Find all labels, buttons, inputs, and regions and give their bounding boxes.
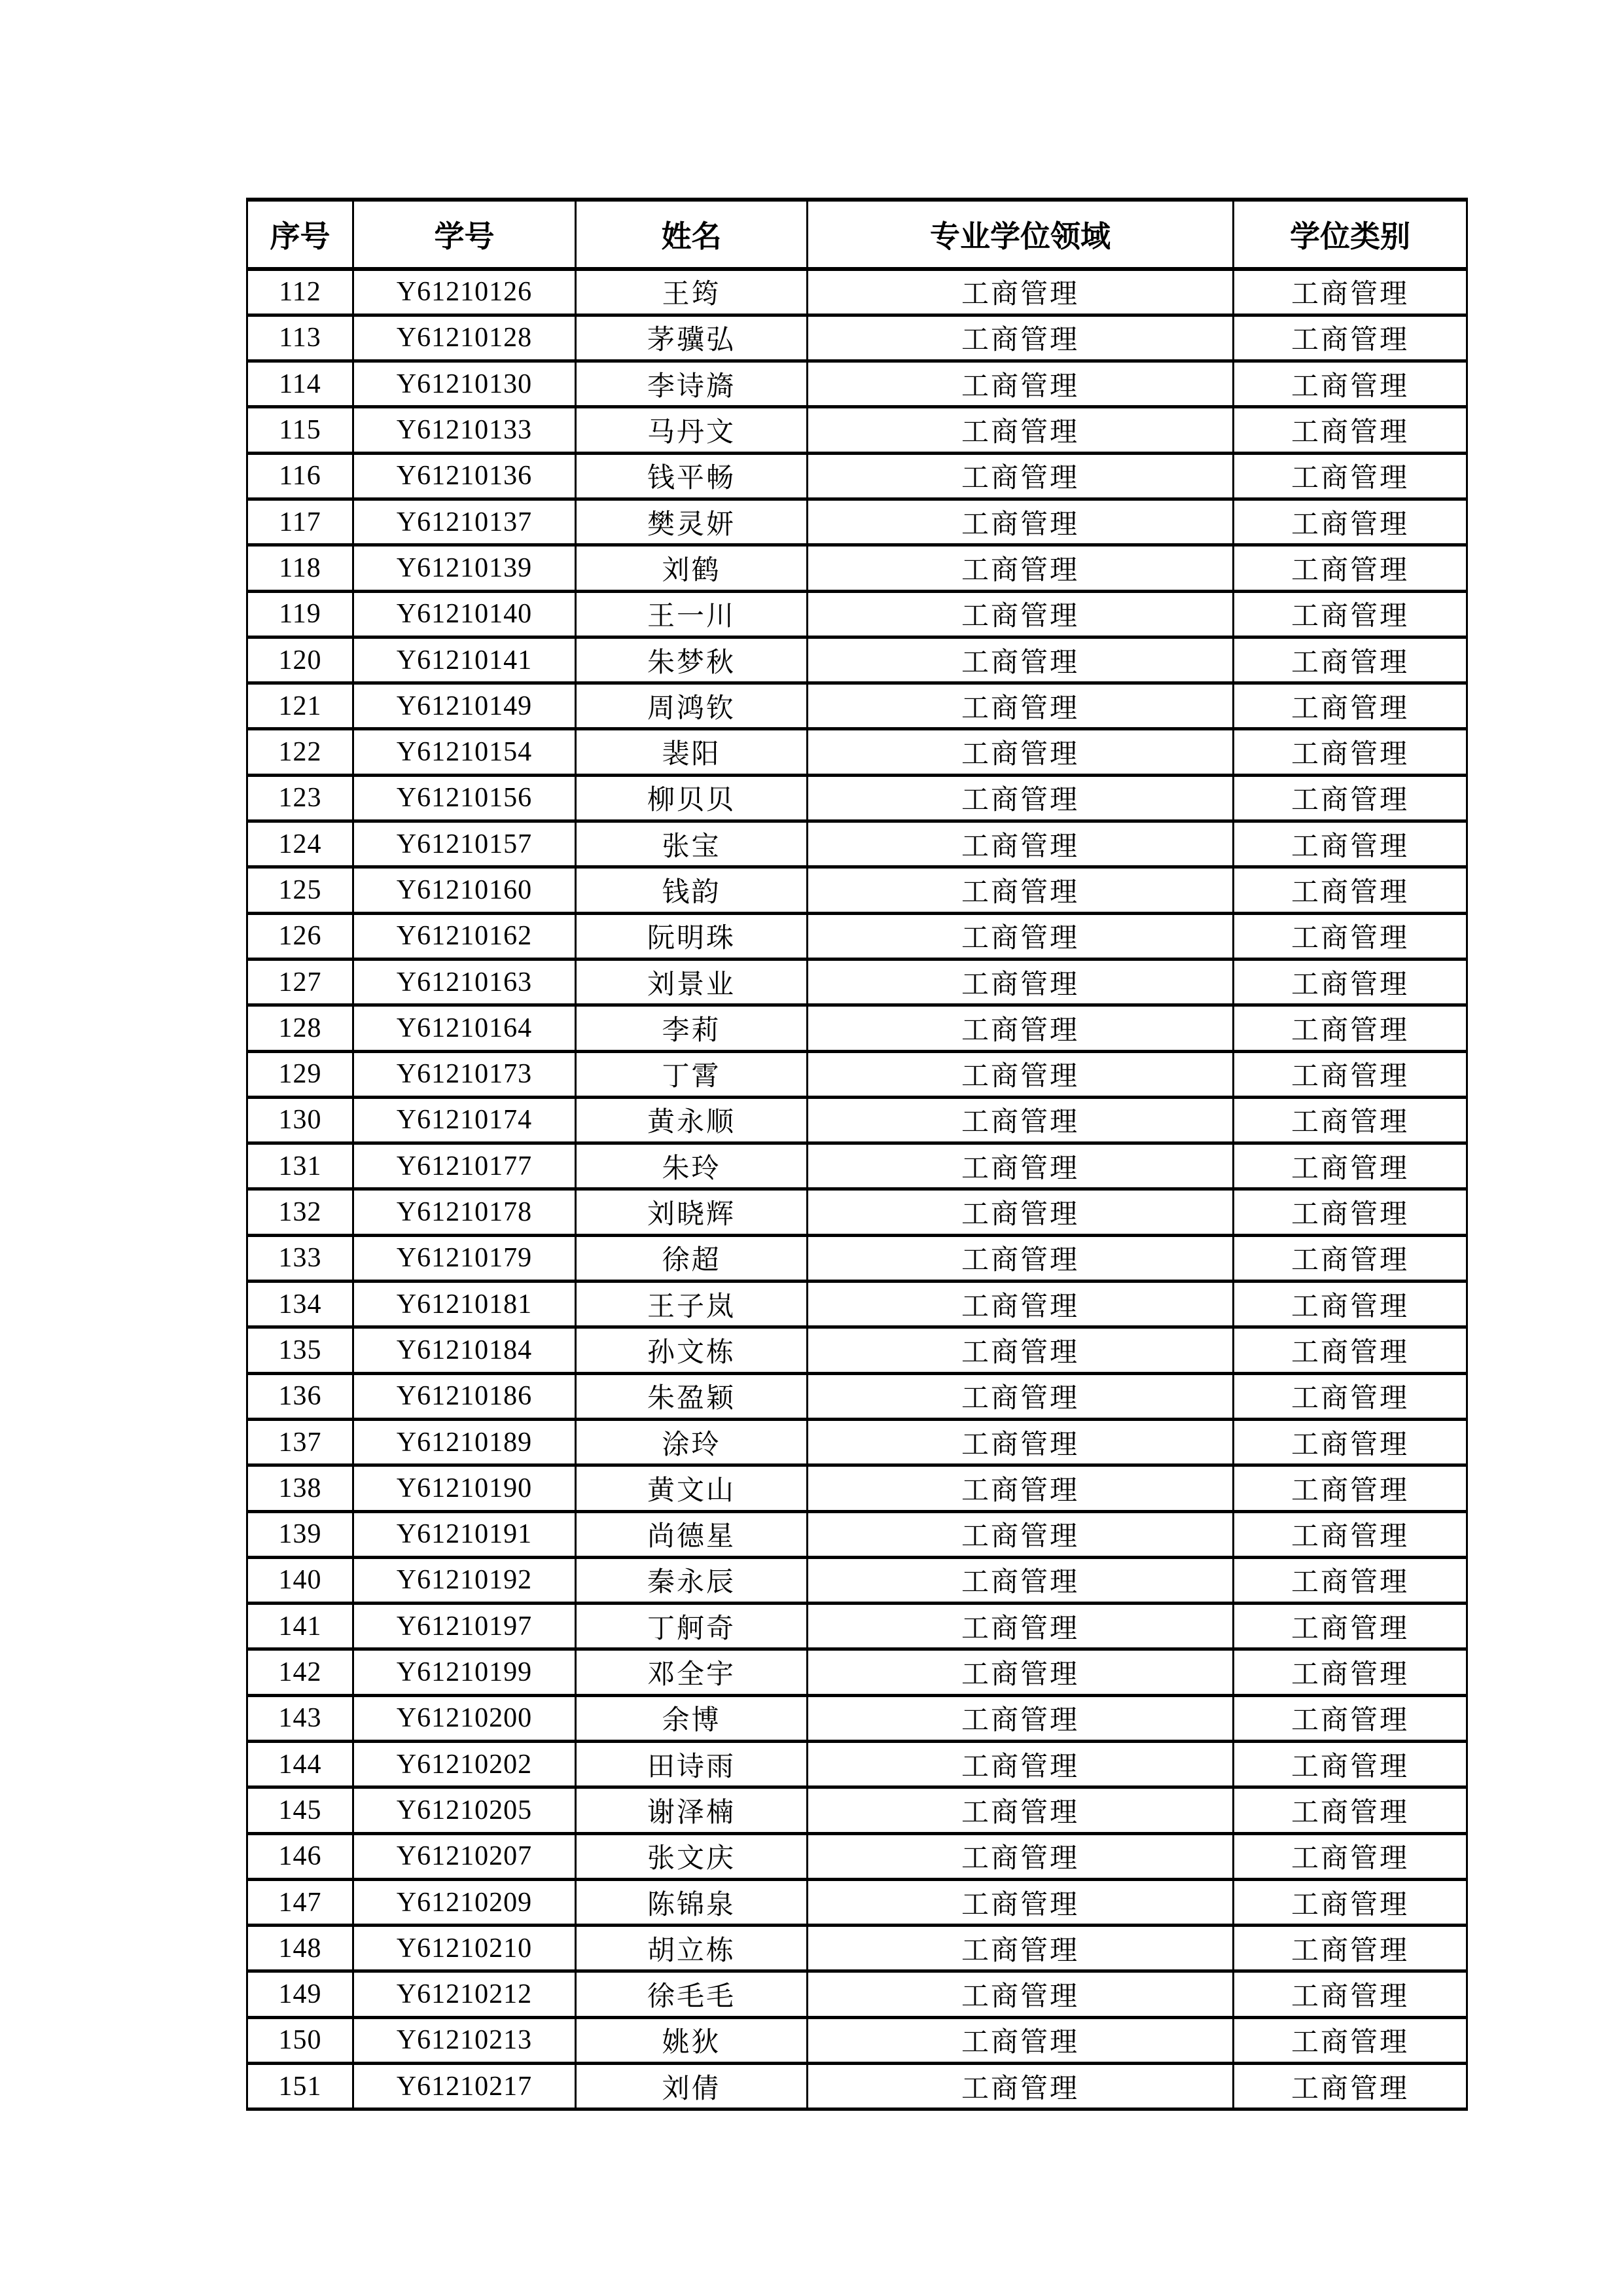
header-degree-category: 学位类别: [1234, 200, 1467, 269]
cell-serial-number: 150: [247, 2017, 353, 2063]
student-roster-table: [246, 198, 1468, 2111]
table-row: [247, 1557, 1467, 1603]
cell-name: 李诗旖: [576, 361, 808, 407]
table-row: [247, 1511, 1467, 1557]
cell-degree-category: 工商管理: [1234, 1097, 1467, 1143]
table-row: [247, 1373, 1467, 1419]
cell-degree-field: 工商管理: [808, 729, 1234, 775]
cell-student-id: Y61210157: [353, 821, 576, 867]
cell-student-id: Y61210177: [353, 1143, 576, 1189]
cell-serial-number: 134: [247, 1282, 353, 1327]
table-row: [247, 775, 1467, 821]
cell-student-id: Y61210163: [353, 959, 576, 1005]
cell-name: 裴阳: [576, 729, 808, 775]
cell-serial-number: 123: [247, 775, 353, 821]
cell-degree-category: 工商管理: [1234, 315, 1467, 361]
cell-degree-field: 工商管理: [808, 1373, 1234, 1419]
cell-serial-number: 138: [247, 1465, 353, 1511]
cell-serial-number: 126: [247, 913, 353, 959]
cell-degree-category: 工商管理: [1234, 499, 1467, 545]
cell-degree-category: 工商管理: [1234, 407, 1467, 453]
cell-serial-number: 145: [247, 1787, 353, 1833]
table-row: [247, 269, 1467, 315]
cell-serial-number: 135: [247, 1327, 353, 1373]
cell-degree-category: 工商管理: [1234, 1419, 1467, 1465]
cell-name: 王子岚: [576, 1282, 808, 1327]
cell-serial-number: 141: [247, 1604, 353, 1649]
cell-student-id: Y61210126: [353, 269, 576, 315]
cell-degree-category: 工商管理: [1234, 821, 1467, 867]
cell-name: 姚狄: [576, 2017, 808, 2063]
cell-student-id: Y61210164: [353, 1005, 576, 1051]
cell-name: 秦永辰: [576, 1557, 808, 1603]
cell-degree-category: 工商管理: [1234, 1189, 1467, 1235]
cell-degree-field: 工商管理: [808, 591, 1234, 637]
cell-degree-field: 工商管理: [808, 821, 1234, 867]
table-row: [247, 1282, 1467, 1327]
cell-serial-number: 117: [247, 499, 353, 545]
table-row: [247, 407, 1467, 453]
cell-degree-category: 工商管理: [1234, 2064, 1467, 2109]
table-row: [247, 361, 1467, 407]
cell-serial-number: 151: [247, 2064, 353, 2109]
cell-serial-number: 136: [247, 1373, 353, 1419]
cell-serial-number: 128: [247, 1005, 353, 1051]
cell-degree-category: 工商管理: [1234, 1327, 1467, 1373]
cell-name: 陈锦泉: [576, 1879, 808, 1925]
cell-degree-category: 工商管理: [1234, 1005, 1467, 1051]
cell-student-id: Y61210156: [353, 775, 576, 821]
cell-degree-field: 工商管理: [808, 1557, 1234, 1603]
cell-student-id: Y61210199: [353, 1649, 576, 1695]
cell-degree-field: 工商管理: [808, 1419, 1234, 1465]
cell-degree-field: 工商管理: [808, 269, 1234, 315]
cell-student-id: Y61210141: [353, 637, 576, 683]
cell-student-id: Y61210197: [353, 1604, 576, 1649]
cell-serial-number: 125: [247, 867, 353, 913]
cell-degree-field: 工商管理: [808, 2017, 1234, 2063]
cell-serial-number: 114: [247, 361, 353, 407]
cell-name: 樊灵妍: [576, 499, 808, 545]
cell-student-id: Y61210213: [353, 2017, 576, 2063]
cell-degree-field: 工商管理: [808, 453, 1234, 499]
cell-student-id: Y61210174: [353, 1097, 576, 1143]
cell-student-id: Y61210128: [353, 315, 576, 361]
cell-degree-category: 工商管理: [1234, 1511, 1467, 1557]
cell-name: 田诗雨: [576, 1742, 808, 1787]
cell-degree-field: 工商管理: [808, 499, 1234, 545]
cell-degree-category: 工商管理: [1234, 1235, 1467, 1281]
cell-serial-number: 122: [247, 729, 353, 775]
cell-degree-field: 工商管理: [808, 1465, 1234, 1511]
table-row: [247, 821, 1467, 867]
cell-name: 刘倩: [576, 2064, 808, 2109]
cell-degree-category: 工商管理: [1234, 959, 1467, 1005]
cell-serial-number: 139: [247, 1511, 353, 1557]
cell-student-id: Y61210133: [353, 407, 576, 453]
cell-name: 王一川: [576, 591, 808, 637]
table-row: [247, 315, 1467, 361]
cell-student-id: Y61210217: [353, 2064, 576, 2109]
cell-degree-category: 工商管理: [1234, 867, 1467, 913]
cell-student-id: Y61210149: [353, 683, 576, 729]
cell-degree-category: 工商管理: [1234, 729, 1467, 775]
cell-degree-category: 工商管理: [1234, 591, 1467, 637]
cell-degree-category: 工商管理: [1234, 683, 1467, 729]
cell-degree-field: 工商管理: [808, 1649, 1234, 1695]
cell-degree-category: 工商管理: [1234, 2017, 1467, 2063]
cell-student-id: Y61210160: [353, 867, 576, 913]
cell-serial-number: 133: [247, 1235, 353, 1281]
cell-student-id: Y61210136: [353, 453, 576, 499]
table-row: [247, 591, 1467, 637]
cell-serial-number: 148: [247, 1926, 353, 1971]
cell-degree-field: 工商管理: [808, 867, 1234, 913]
cell-student-id: Y61210200: [353, 1695, 576, 1741]
cell-degree-field: 工商管理: [808, 361, 1234, 407]
table-row: [247, 2064, 1467, 2109]
cell-degree-field: 工商管理: [808, 1005, 1234, 1051]
cell-student-id: Y61210130: [353, 361, 576, 407]
cell-student-id: Y61210139: [353, 545, 576, 591]
cell-degree-category: 工商管理: [1234, 545, 1467, 591]
cell-serial-number: 146: [247, 1833, 353, 1879]
cell-degree-category: 工商管理: [1234, 1926, 1467, 1971]
cell-name: 刘鹤: [576, 545, 808, 591]
cell-name: 丁霄: [576, 1051, 808, 1097]
cell-student-id: Y61210210: [353, 1926, 576, 1971]
cell-degree-field: 工商管理: [808, 1971, 1234, 2017]
table-row: [247, 2017, 1467, 2063]
cell-student-id: Y61210189: [353, 1419, 576, 1465]
cell-name: 丁舸奇: [576, 1604, 808, 1649]
table-row: [247, 1051, 1467, 1097]
cell-serial-number: 149: [247, 1971, 353, 2017]
table-row: [247, 1097, 1467, 1143]
table-row: [247, 1787, 1467, 1833]
cell-name: 钱平畅: [576, 453, 808, 499]
table-row: [247, 1926, 1467, 1971]
cell-degree-category: 工商管理: [1234, 1695, 1467, 1741]
cell-serial-number: 131: [247, 1143, 353, 1189]
table-row: [247, 1879, 1467, 1925]
table-row: [247, 1649, 1467, 1695]
cell-degree-field: 工商管理: [808, 683, 1234, 729]
cell-degree-category: 工商管理: [1234, 1373, 1467, 1419]
cell-name: 黄永顺: [576, 1097, 808, 1143]
cell-degree-field: 工商管理: [808, 1051, 1234, 1097]
cell-degree-field: 工商管理: [808, 545, 1234, 591]
header-degree-field: 专业学位领域: [808, 200, 1234, 269]
cell-degree-field: 工商管理: [808, 1511, 1234, 1557]
cell-student-id: Y61210137: [353, 499, 576, 545]
cell-student-id: Y61210191: [353, 1511, 576, 1557]
cell-serial-number: 142: [247, 1649, 353, 1695]
header-name: 姓名: [576, 200, 808, 269]
cell-student-id: Y61210205: [353, 1787, 576, 1833]
cell-degree-category: 工商管理: [1234, 913, 1467, 959]
cell-degree-category: 工商管理: [1234, 1557, 1467, 1603]
cell-degree-category: 工商管理: [1234, 269, 1467, 315]
cell-degree-field: 工商管理: [808, 1742, 1234, 1787]
cell-name: 李莉: [576, 1005, 808, 1051]
cell-name: 朱盈颖: [576, 1373, 808, 1419]
cell-student-id: Y61210186: [353, 1373, 576, 1419]
cell-student-id: Y61210140: [353, 591, 576, 637]
cell-name: 周鸿钦: [576, 683, 808, 729]
header-serial-number: 序号: [247, 200, 353, 269]
cell-serial-number: 127: [247, 959, 353, 1005]
cell-name: 刘晓辉: [576, 1189, 808, 1235]
cell-name: 朱梦秋: [576, 637, 808, 683]
table-row: [247, 1695, 1467, 1741]
cell-name: 尚德星: [576, 1511, 808, 1557]
cell-degree-field: 工商管理: [808, 1926, 1234, 1971]
cell-serial-number: 119: [247, 591, 353, 637]
cell-degree-field: 工商管理: [808, 1604, 1234, 1649]
cell-student-id: Y61210209: [353, 1879, 576, 1925]
table-row: [247, 1742, 1467, 1787]
cell-degree-category: 工商管理: [1234, 453, 1467, 499]
cell-name: 马丹文: [576, 407, 808, 453]
cell-degree-category: 工商管理: [1234, 1742, 1467, 1787]
table-header-row: [247, 200, 1467, 269]
cell-degree-field: 工商管理: [808, 1879, 1234, 1925]
cell-serial-number: 124: [247, 821, 353, 867]
cell-serial-number: 120: [247, 637, 353, 683]
cell-name: 茅骥弘: [576, 315, 808, 361]
cell-degree-field: 工商管理: [808, 637, 1234, 683]
table-row: [247, 729, 1467, 775]
cell-degree-field: 工商管理: [808, 1097, 1234, 1143]
table-row: [247, 867, 1467, 913]
cell-name: 涂玲: [576, 1419, 808, 1465]
table-row: [247, 499, 1467, 545]
cell-name: 王筠: [576, 269, 808, 315]
cell-serial-number: 130: [247, 1097, 353, 1143]
cell-degree-category: 工商管理: [1234, 361, 1467, 407]
cell-name: 胡立栋: [576, 1926, 808, 1971]
cell-degree-category: 工商管理: [1234, 1833, 1467, 1879]
cell-degree-field: 工商管理: [808, 2064, 1234, 2109]
cell-serial-number: 112: [247, 269, 353, 315]
cell-name: 柳贝贝: [576, 775, 808, 821]
cell-serial-number: 132: [247, 1189, 353, 1235]
cell-serial-number: 116: [247, 453, 353, 499]
cell-name: 徐超: [576, 1235, 808, 1281]
cell-student-id: Y61210192: [353, 1557, 576, 1603]
cell-name: 孙文栋: [576, 1327, 808, 1373]
cell-degree-category: 工商管理: [1234, 637, 1467, 683]
cell-serial-number: 143: [247, 1695, 353, 1741]
cell-serial-number: 115: [247, 407, 353, 453]
cell-degree-category: 工商管理: [1234, 1143, 1467, 1189]
cell-degree-category: 工商管理: [1234, 1649, 1467, 1695]
cell-degree-category: 工商管理: [1234, 1879, 1467, 1925]
table-row: [247, 683, 1467, 729]
table-row: [247, 1143, 1467, 1189]
cell-degree-field: 工商管理: [808, 1143, 1234, 1189]
cell-degree-category: 工商管理: [1234, 1604, 1467, 1649]
cell-name: 余博: [576, 1695, 808, 1741]
cell-name: 刘景业: [576, 959, 808, 1005]
table-row: [247, 1465, 1467, 1511]
cell-serial-number: 113: [247, 315, 353, 361]
table-row: [247, 913, 1467, 959]
table-row: [247, 1235, 1467, 1281]
table-row: [247, 1419, 1467, 1465]
cell-student-id: Y61210207: [353, 1833, 576, 1879]
table-row: [247, 1971, 1467, 2017]
cell-degree-category: 工商管理: [1234, 1971, 1467, 2017]
cell-serial-number: 140: [247, 1557, 353, 1603]
cell-name: 张宝: [576, 821, 808, 867]
cell-student-id: Y61210181: [353, 1282, 576, 1327]
cell-student-id: Y61210212: [353, 1971, 576, 2017]
cell-degree-category: 工商管理: [1234, 1051, 1467, 1097]
cell-serial-number: 144: [247, 1742, 353, 1787]
cell-degree-field: 工商管理: [808, 407, 1234, 453]
cell-name: 钱韵: [576, 867, 808, 913]
cell-serial-number: 121: [247, 683, 353, 729]
cell-student-id: Y61210190: [353, 1465, 576, 1511]
cell-degree-field: 工商管理: [808, 315, 1234, 361]
cell-serial-number: 147: [247, 1879, 353, 1925]
cell-degree-field: 工商管理: [808, 1695, 1234, 1741]
cell-degree-field: 工商管理: [808, 1235, 1234, 1281]
table-row: [247, 1005, 1467, 1051]
cell-student-id: Y61210178: [353, 1189, 576, 1235]
cell-degree-field: 工商管理: [808, 959, 1234, 1005]
header-student-id: 学号: [353, 200, 576, 269]
cell-student-id: Y61210184: [353, 1327, 576, 1373]
cell-degree-category: 工商管理: [1234, 1465, 1467, 1511]
cell-degree-field: 工商管理: [808, 1189, 1234, 1235]
cell-name: 徐毛毛: [576, 1971, 808, 2017]
cell-name: 张文庆: [576, 1833, 808, 1879]
cell-name: 谢泽楠: [576, 1787, 808, 1833]
cell-name: 阮明珠: [576, 913, 808, 959]
table-row: [247, 1604, 1467, 1649]
table-row: [247, 453, 1467, 499]
cell-degree-field: 工商管理: [808, 1282, 1234, 1327]
cell-student-id: Y61210179: [353, 1235, 576, 1281]
cell-degree-field: 工商管理: [808, 913, 1234, 959]
cell-degree-category: 工商管理: [1234, 1787, 1467, 1833]
cell-student-id: Y61210202: [353, 1742, 576, 1787]
cell-serial-number: 137: [247, 1419, 353, 1465]
table-row: [247, 637, 1467, 683]
cell-degree-category: 工商管理: [1234, 775, 1467, 821]
cell-name: 邓全宇: [576, 1649, 808, 1695]
cell-degree-field: 工商管理: [808, 1787, 1234, 1833]
cell-name: 黄文山: [576, 1465, 808, 1511]
cell-degree-field: 工商管理: [808, 775, 1234, 821]
cell-name: 朱玲: [576, 1143, 808, 1189]
cell-degree-field: 工商管理: [808, 1327, 1234, 1373]
table-row: [247, 959, 1467, 1005]
table-row: [247, 1833, 1467, 1879]
cell-serial-number: 118: [247, 545, 353, 591]
cell-degree-field: 工商管理: [808, 1833, 1234, 1879]
cell-student-id: Y61210154: [353, 729, 576, 775]
cell-student-id: Y61210162: [353, 913, 576, 959]
cell-degree-category: 工商管理: [1234, 1282, 1467, 1327]
table-row: [247, 1189, 1467, 1235]
cell-student-id: Y61210173: [353, 1051, 576, 1097]
table-row: [247, 1327, 1467, 1373]
table-row: [247, 545, 1467, 591]
cell-serial-number: 129: [247, 1051, 353, 1097]
